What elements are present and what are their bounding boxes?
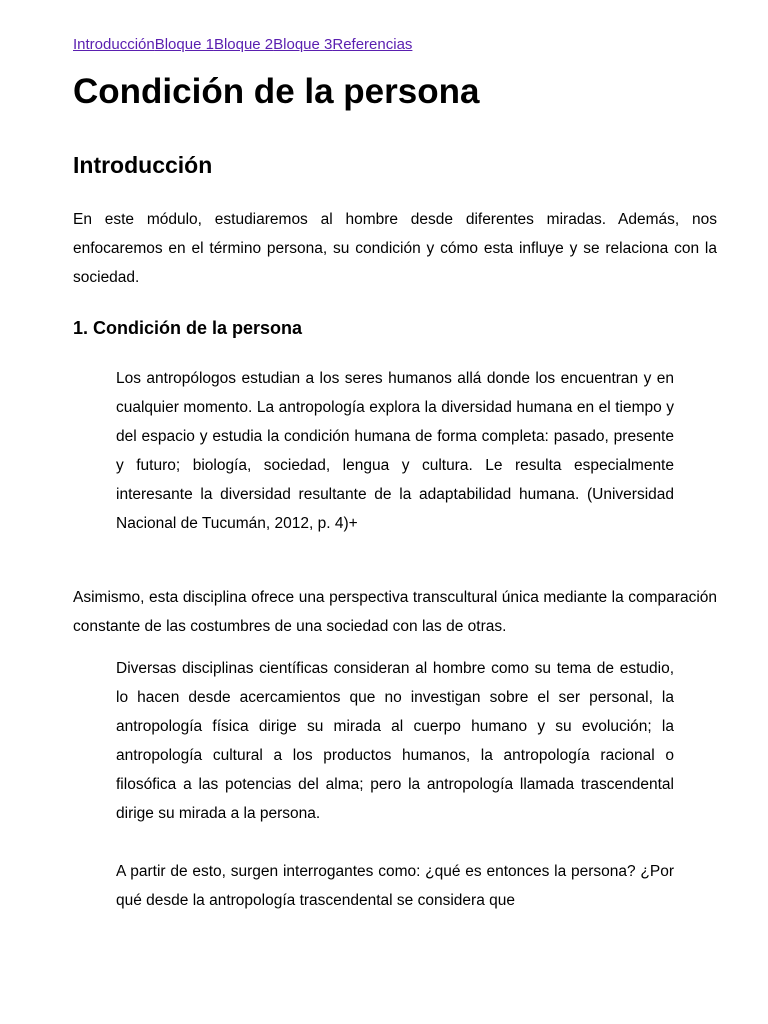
intro-paragraph: En este módulo, estudiaremos al hombre desde diferentes miradas. Además, nos enfocaremos en el término persona, su condición y cómo esta influye y se relaciona con la sociedad.: [73, 211, 717, 286]
nav-link-introduccion[interactable]: Introducción: [73, 36, 155, 53]
block-quote-2: Diversas disciplinas científicas consideran al hombre como su tema de estudio, lo hacen desde acercamientos que no investigan sobre el ser personal, la antropología física dirige su mirada al cuerpo humano y su evolución; la antropología cultural a los productos humanos, la antropología racional o filosófica a las potencias del alma; pero la antropología llamada trascendental dirige su mirada a la persona.: [116, 660, 674, 822]
nav-link-bloque-1[interactable]: Bloque 1: [154, 36, 214, 53]
block-quote-1: Los antropólogos estudian a los seres humanos allá donde los encuentran y en cualquier momento. La antropología explora la diversidad humana en el tiempo y del espacio y estudia la condición humana de forma completa: pasado, presente y futuro; biología, sociedad, lengua y cultura. Le resulta especialmente interesante la diversidad resultante de la adaptabilidad humana. (Universidad Nacional de Tucumán, 2012, p. 4)+: [116, 370, 674, 532]
section-1-paragraph: Asimismo, esta disciplina ofrece una perspectiva transcultural única mediante la comparación constante de las costumbres de una sociedad con las de otras.: [73, 589, 717, 635]
page-title: Condición de la persona: [73, 72, 480, 111]
intro-heading: Introducción: [73, 152, 213, 178]
section-1-heading: 1. Condición de la persona: [73, 318, 303, 338]
nav-link-bloque-3[interactable]: Bloque 3: [273, 36, 333, 53]
block-quote-3: A partir de esto, surgen interrogantes como: ¿qué es entonces la persona? ¿Por qué desde la antropología trascendental se considera que: [116, 863, 674, 909]
nav-link-bloque-2[interactable]: Bloque 2: [213, 36, 274, 53]
top-navigation: [73, 35, 412, 55]
nav-link-referencias[interactable]: Referencias: [332, 36, 413, 53]
